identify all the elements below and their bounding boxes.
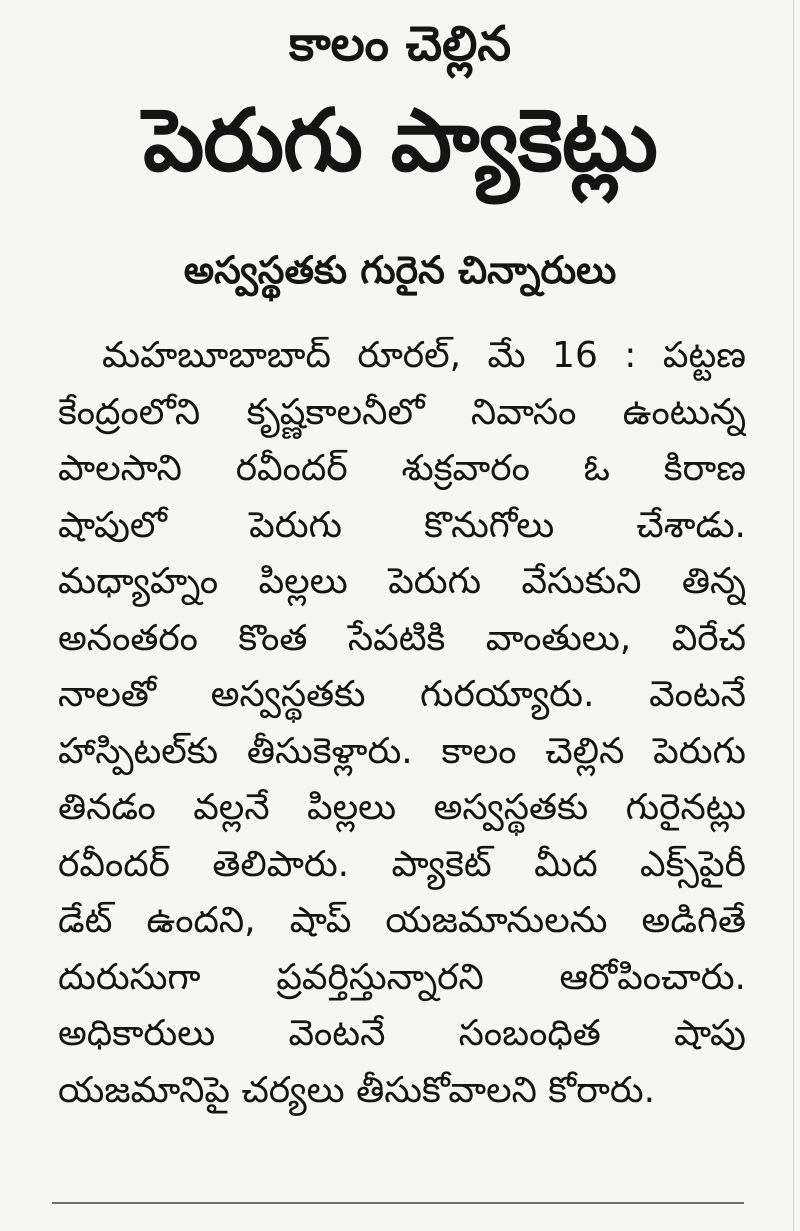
article-body-line: తినడం వల్లనే పిల్లలు అస్వస్థతకు గురైనట్లు [58,787,746,828]
article-body-line: హాస్పిటల్‌కు తీసుకెళ్లారు. కాలం చెల్లిన పెరుగు [58,730,746,772]
article-body-line: రవీందర్ తెలిపారు. ప్యాకెట్ మీద ఎక్స్‌పైరీ [58,843,746,885]
article-kicker: కాలం చెల్లిన [288,16,512,72]
article-body-line: అనంతరం కొంత సేపటికి వాంతులు, విరేచ [58,617,746,659]
bottom-rule [52,1202,744,1204]
article-headline: పెరుగు ప్యాకెట్లు [143,91,657,191]
article-body-line: కేంద్రంలోని కృష్ణకాలనీలో నివాసం ఉంటున్న [58,391,746,433]
article-body [58,330,746,1121]
article-body-line: డేట్ ఉందని, షాప్ యజమానులను అడిగితే [58,900,746,941]
article-body-line: దురుసుగా ప్రవర్తిస్తున్నారని ఆరోపించారు. [58,956,746,998]
article-body-line: యజమానిపై చర్యలు తీసుకోవాలని కోరారు. [58,1069,656,1111]
article-body-line: షాపులో పెరుగు కొనుగోలు చేశాడు. [58,504,746,546]
article-body-line: నాలతో అస్వస్థతకు గురయ్యారు. వెంటనే [58,674,746,715]
article-body-line: పాలసాని రవీందర్ శుక్రవారం ఓ కిరాణ [58,448,746,489]
article-subheadline: అస్వస్థతకు గురైన చిన్నారులు [183,248,617,292]
article-body-line: అధికారులు వెంటనే సంబంధిత షాపు [58,1013,746,1054]
article-body-line: మహబూబాబాద్ రూరల్, మే 16 : పట్టణ [102,335,746,376]
article-body-line: మధ్యాహ్నం పిల్లలు పెరుగు వేసుకుని తిన్న [58,561,746,602]
